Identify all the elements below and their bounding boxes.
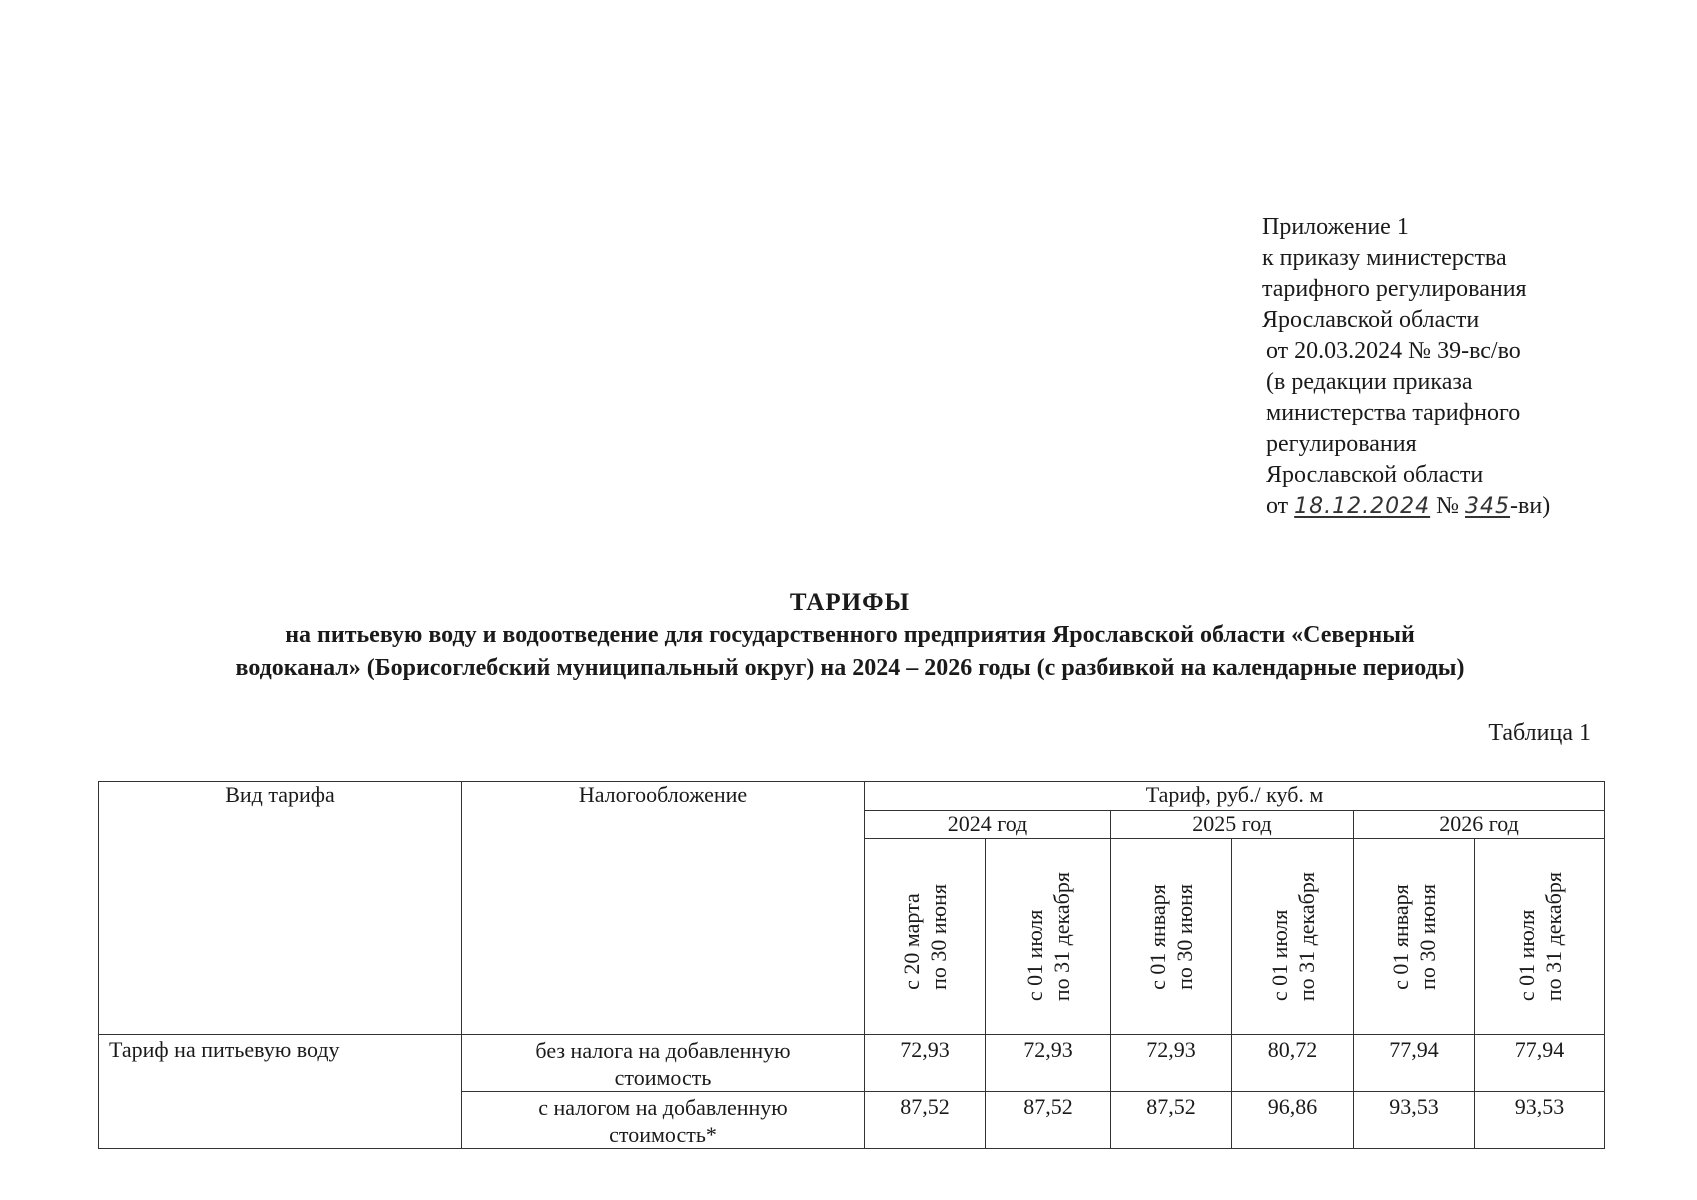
number-sign: №: [1436, 493, 1460, 519]
tariff-table: [98, 781, 1605, 1149]
header-year: 2026 год: [1354, 811, 1605, 839]
handwritten-number: 345: [1465, 494, 1511, 519]
appendix-prefix: от: [1266, 493, 1289, 519]
tariff-value: 93,53: [1354, 1092, 1475, 1149]
document-title: [100, 586, 1600, 685]
tariff-value: 77,94: [1354, 1035, 1475, 1092]
appendix-amendment-line: [1262, 491, 1622, 522]
handwritten-date: 18.12.2024: [1294, 494, 1431, 519]
appendix-line: регулирования: [1266, 431, 1417, 457]
header-period: с 20 марта по 30 июня: [865, 839, 986, 1035]
appendix-line: Приложение 1: [1262, 214, 1409, 240]
appendix-line: Ярославской области: [1266, 462, 1484, 488]
appendix-line: к приказу министерства: [1262, 245, 1507, 271]
header-period: с 01 января по 30 июня: [1111, 839, 1232, 1035]
tariff-value: 96,86: [1232, 1092, 1354, 1149]
header-tariff-type: Вид тарифа: [99, 782, 462, 1035]
taxation-cell: без налога на добавленную стоимость: [462, 1035, 865, 1092]
header-taxation: Налогообложение: [462, 782, 865, 1035]
header-tariff-unit: Тариф, руб./ куб. м: [865, 782, 1605, 811]
header-period: с 01 июля по 31 декабря: [1232, 839, 1354, 1035]
appendix-line: Ярославской области: [1262, 307, 1480, 333]
tariff-value: 87,52: [865, 1092, 986, 1149]
tariff-value: 72,93: [865, 1035, 986, 1092]
table-row: [99, 1035, 1605, 1092]
tariff-value: 72,93: [986, 1035, 1111, 1092]
appendix-line: (в редакции приказа: [1266, 369, 1473, 395]
tariff-value: 72,93: [1111, 1035, 1232, 1092]
tariff-value: 80,72: [1232, 1035, 1354, 1092]
appendix-suffix: -ви): [1510, 493, 1551, 519]
title-line-2: водоканал» (Борисоглебский муниципальный округ) на 2024 – 2026 годы (с разбивкой на календарные периоды): [235, 655, 1465, 681]
header-period: с 01 июля по 31 декабря: [986, 839, 1111, 1035]
appendix-block: [1262, 212, 1622, 522]
tariff-value: 87,52: [1111, 1092, 1232, 1149]
tariff-value: 93,53: [1475, 1092, 1605, 1149]
header-period: с 01 июля по 31 декабря: [1475, 839, 1605, 1035]
tariff-value: 77,94: [1475, 1035, 1605, 1092]
header-year: 2025 год: [1111, 811, 1354, 839]
title-main: ТАРИФЫ: [789, 589, 911, 616]
appendix-line: тарифного регулирования: [1262, 276, 1527, 302]
taxation-cell: с налогом на добавленную стоимость*: [462, 1092, 865, 1149]
appendix-line: от 20.03.2024 № 39-вс/во: [1266, 338, 1521, 364]
table-label: Таблица 1: [1488, 720, 1591, 746]
title-line-1: на питьевую воду и водоотведение для государственного предприятия Ярославской области «Северный: [285, 622, 1415, 648]
appendix-line: министерства тарифного: [1266, 400, 1521, 426]
tariff-value: 87,52: [986, 1092, 1111, 1149]
tariff-type-cell: Тариф на питьевую воду: [99, 1035, 462, 1149]
header-year: 2024 год: [865, 811, 1111, 839]
header-period: с 01 января по 30 июня: [1354, 839, 1475, 1035]
